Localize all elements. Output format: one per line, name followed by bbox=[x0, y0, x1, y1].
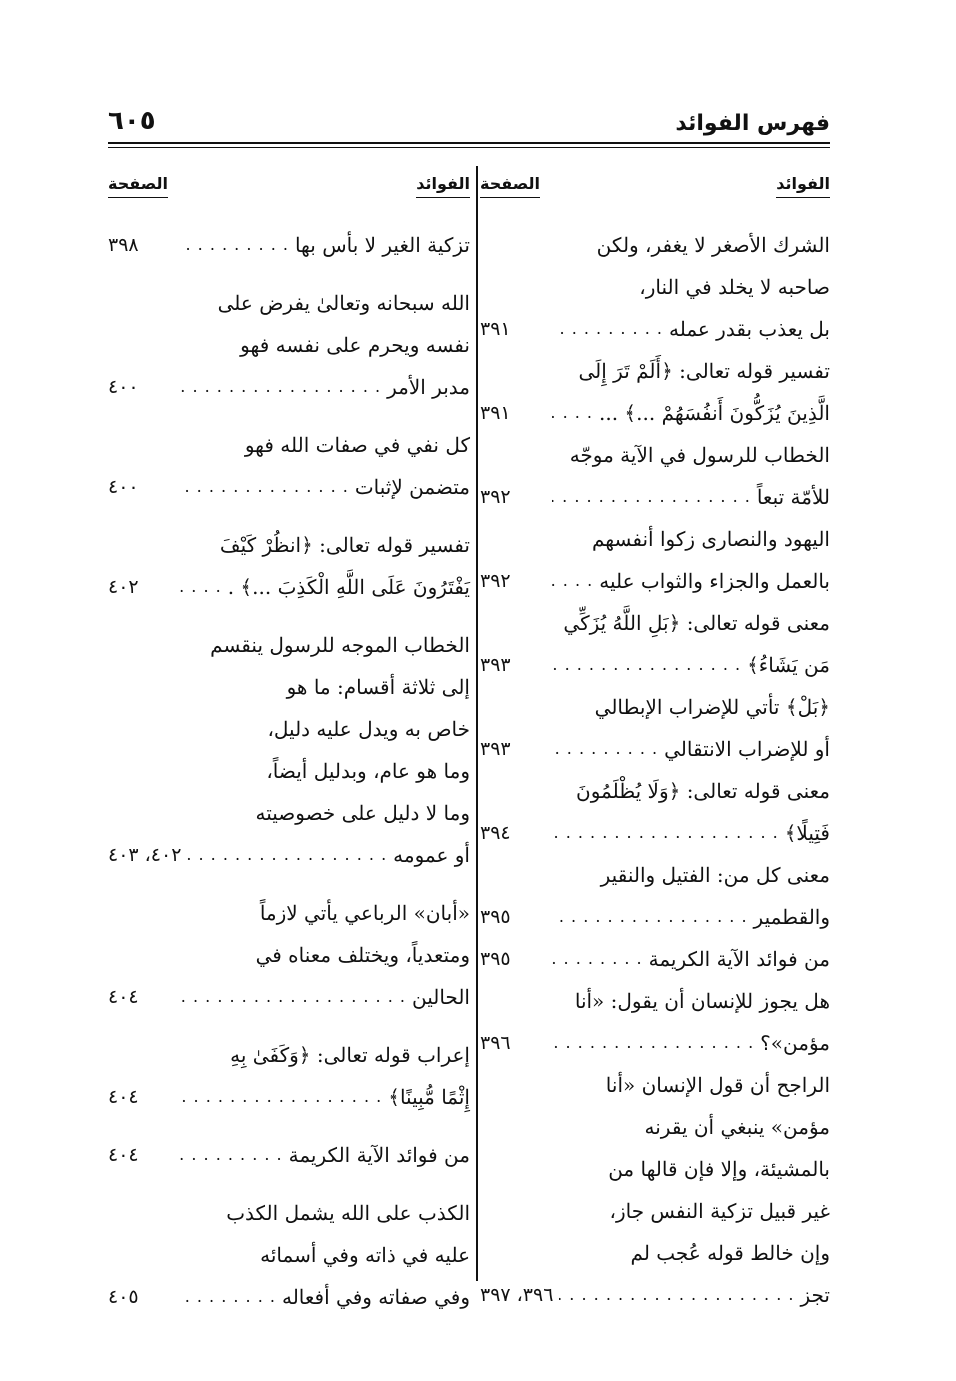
index-entry bbox=[108, 624, 470, 876]
right-entries bbox=[480, 224, 830, 1316]
leader-dots bbox=[180, 1134, 283, 1176]
index-entry bbox=[108, 1134, 470, 1176]
entry-text: من فوائد الآية الكريمة bbox=[648, 947, 830, 971]
entry-line bbox=[480, 1064, 830, 1106]
page-number: ٦٠٥ bbox=[108, 106, 156, 136]
entry-text: والقطمير bbox=[753, 905, 830, 929]
entry-line bbox=[108, 666, 470, 708]
index-entry bbox=[480, 938, 830, 980]
entry-line bbox=[108, 1076, 470, 1118]
entry-line bbox=[108, 834, 470, 876]
entry-text: «أبان» الرباعي يأتي لازماً bbox=[259, 901, 470, 925]
leader-dots bbox=[180, 366, 381, 408]
entry-page-number: ٣٩٣ bbox=[480, 654, 511, 676]
entry-text: تفسير قوله تعالى: ﴿أَلَمْ تَرَ إِلَى bbox=[578, 359, 830, 383]
entry-line bbox=[108, 750, 470, 792]
entry-line bbox=[480, 1106, 830, 1148]
entry-text: الخطاب للرسول في الآية موجّه bbox=[569, 443, 830, 467]
entry-line bbox=[108, 282, 470, 324]
entry-page-number: ٣٩٢ bbox=[480, 486, 511, 508]
heading-topic: الفوائد bbox=[776, 174, 830, 198]
entry-text: نفسه ويحرم على نفسه فهو bbox=[240, 333, 470, 357]
index-entry bbox=[480, 434, 830, 518]
index-entry bbox=[480, 854, 830, 938]
index-entry bbox=[108, 224, 470, 266]
entry-text: مؤمن» ينبغي أن يقرنه bbox=[644, 1115, 830, 1139]
header-rule bbox=[108, 142, 830, 144]
entry-line bbox=[480, 686, 830, 728]
leader-dots bbox=[552, 728, 658, 770]
entry-text: مؤمن»؟ bbox=[760, 1031, 830, 1055]
entry-text: فَتِيلًا﴾ bbox=[784, 821, 830, 845]
entry-text: معنى قوله تعالى: ﴿وَلَا يُظْلَمُونَ bbox=[576, 779, 830, 803]
entry-text: أو للإضراب الانتقالي bbox=[664, 737, 830, 761]
entry-page-number: ٣٩٣ bbox=[480, 738, 511, 760]
entry-line bbox=[108, 466, 470, 508]
leader-dots bbox=[180, 566, 222, 608]
entry-text: ومتعدياً، ويختلف معناه في bbox=[255, 943, 470, 967]
index-entry bbox=[108, 1192, 470, 1318]
leader-dots bbox=[180, 1076, 382, 1118]
entry-text: أو عمومه bbox=[393, 843, 470, 867]
entry-page-number: ٤٠٤ bbox=[108, 1086, 139, 1108]
entry-page-number: ٤٠٠ bbox=[108, 476, 139, 498]
entry-text: وما هو عام، وبدليل أيضاً، bbox=[266, 759, 470, 783]
entry-text: الحالين bbox=[411, 985, 470, 1009]
entry-text: تفسير قوله تعالى: ﴿انظُرْ كَيْفَ bbox=[219, 533, 470, 557]
entry-line bbox=[108, 1134, 470, 1176]
header-rule-thin bbox=[108, 147, 830, 148]
index-entry bbox=[108, 892, 470, 1018]
entry-line bbox=[108, 708, 470, 750]
entry-line bbox=[108, 792, 470, 834]
entry-text: ﴿بَلْ﴾ تأتي للإضراب الإبطالي bbox=[594, 695, 830, 719]
index-entry bbox=[480, 770, 830, 854]
entry-text: إِثْمًا مُّبِينًا﴾ bbox=[388, 1085, 470, 1109]
leader-dots bbox=[552, 938, 643, 980]
index-entry bbox=[480, 980, 830, 1064]
entry-text: عليه في ذاته وفي أسمائه bbox=[260, 1243, 470, 1267]
entry-text: بالمشيئة، وإلا فإن قالها من bbox=[608, 1157, 830, 1181]
entry-page-number: ٣٩٢ bbox=[480, 570, 511, 592]
heading-topic: الفوائد bbox=[416, 174, 470, 198]
entry-text: تزكية الغير لا بأس بها bbox=[294, 233, 470, 257]
running-title: فهرس الفوائد bbox=[675, 111, 830, 136]
entry-text: هل يجوز للإنسان أن يقول: «أنا bbox=[574, 989, 830, 1013]
leader-dots bbox=[552, 392, 593, 434]
entry-text: متضمن لإثبات bbox=[354, 475, 470, 499]
entry-line bbox=[108, 366, 470, 408]
index-entry bbox=[108, 282, 470, 408]
entry-line bbox=[108, 1192, 470, 1234]
left-entries bbox=[108, 224, 470, 1318]
entry-text: معنى قوله تعالى: ﴿بَلِ اللَّهُ يُزَكِّي bbox=[563, 611, 830, 635]
entry-line bbox=[480, 1190, 830, 1232]
left-column-header bbox=[108, 166, 470, 206]
index-entry bbox=[108, 524, 470, 608]
leader-dots bbox=[180, 976, 406, 1018]
entry-line bbox=[480, 728, 830, 770]
entry-line bbox=[108, 624, 470, 666]
leader-dots bbox=[552, 896, 748, 938]
entry-text: يَفْتَرُونَ عَلَى اللَّهِ الْكَذِبَ ...﴾ . bbox=[227, 575, 470, 599]
leader-dots bbox=[180, 466, 349, 508]
entry-text: مَن يَشَاءُ﴾ bbox=[747, 653, 830, 677]
entry-page-number: ٤٠٢ bbox=[108, 576, 139, 598]
leader-dots bbox=[559, 1274, 794, 1316]
index-entry bbox=[480, 1064, 830, 1316]
entry-page-number: ٤٠٠ bbox=[108, 376, 139, 398]
entry-line bbox=[480, 938, 830, 980]
left-column bbox=[108, 166, 470, 1318]
entry-text: من فوائد الآية الكريمة bbox=[288, 1143, 470, 1167]
index-entry bbox=[480, 224, 830, 350]
entry-line bbox=[480, 266, 830, 308]
entry-line bbox=[108, 524, 470, 566]
entry-line bbox=[108, 224, 470, 266]
leader-dots bbox=[180, 224, 289, 266]
entry-line bbox=[108, 324, 470, 366]
entry-line bbox=[108, 1276, 470, 1318]
index-entry bbox=[480, 350, 830, 434]
entry-line bbox=[480, 308, 830, 350]
entry-line bbox=[480, 896, 830, 938]
column-divider bbox=[476, 166, 478, 1281]
entry-line bbox=[480, 1148, 830, 1190]
entry-text: الله سبحانه وتعالىٰ يفرض على bbox=[217, 291, 470, 315]
entry-page-number: ٣٩٦ bbox=[480, 1032, 511, 1054]
entry-text: إعراب قوله تعالى: ﴿وَكَفَىٰ بِهِ bbox=[230, 1043, 470, 1067]
entry-text: معنى كل من: الفتيل والنقير bbox=[600, 863, 830, 887]
entry-page-number: ٤٠٤ bbox=[108, 1144, 139, 1166]
entry-text: الكذب على الله يشمل الكذب bbox=[226, 1201, 470, 1225]
entry-line bbox=[480, 812, 830, 854]
entry-line bbox=[108, 1034, 470, 1076]
entry-line bbox=[480, 602, 830, 644]
entry-text: الشرك الأصغر لا يغفر، ولكن bbox=[596, 233, 830, 257]
leader-dots bbox=[552, 1022, 754, 1064]
index-entry bbox=[108, 1034, 470, 1118]
index-entry bbox=[480, 518, 830, 602]
entry-page-number: ٣٩٥ bbox=[480, 906, 511, 928]
entry-page-number: ٣٩٦، ٣٩٧ bbox=[480, 1284, 554, 1306]
entry-line bbox=[108, 1234, 470, 1276]
right-column-header bbox=[480, 166, 830, 206]
leader-dots bbox=[180, 1276, 276, 1318]
entry-line bbox=[480, 1232, 830, 1274]
entry-line bbox=[480, 434, 830, 476]
entry-line bbox=[480, 980, 830, 1022]
entry-line bbox=[480, 854, 830, 896]
entry-line bbox=[480, 1274, 830, 1316]
entry-page-number: ٣٩١ bbox=[480, 402, 511, 424]
entry-text: وإن خالط قوله عُجب لم bbox=[630, 1241, 830, 1265]
entry-text: للأمّة تبعاً bbox=[756, 485, 830, 509]
entry-line bbox=[480, 518, 830, 560]
leader-dots bbox=[552, 644, 741, 686]
entry-text: صاحبه لا يخلد في النار، bbox=[639, 275, 830, 299]
entry-text: بالعمل والجزاء والثواب عليه bbox=[599, 569, 830, 593]
entry-text: إلى ثلاثة أقسام: ما هو bbox=[286, 675, 470, 699]
entry-line bbox=[480, 560, 830, 602]
entry-page-number: ٤٠٢، ٤٠٣ bbox=[108, 844, 182, 866]
index-entry bbox=[480, 686, 830, 770]
entry-page-number: ٣٩٤ bbox=[480, 822, 511, 844]
entry-text: وفي صفاته وفي أفعاله bbox=[281, 1285, 470, 1309]
entry-text: بل يعذب بقدر عمله bbox=[668, 317, 830, 341]
entry-line bbox=[480, 770, 830, 812]
right-column bbox=[480, 166, 830, 1316]
entry-line bbox=[108, 566, 470, 608]
entry-text: تجز bbox=[800, 1283, 830, 1307]
entry-text: كل نفي في صفات الله فهو bbox=[244, 433, 470, 457]
entry-page-number: ٣٩٨ bbox=[108, 234, 139, 256]
heading-page: الصفحة bbox=[108, 174, 168, 198]
entry-text: مدبر الأمر bbox=[387, 375, 470, 399]
page-header bbox=[108, 96, 830, 136]
leader-dots bbox=[552, 560, 593, 602]
entry-text: اليهود والنصارى زكوا أنفسهم bbox=[592, 527, 830, 551]
leader-dots bbox=[552, 308, 663, 350]
leader-dots bbox=[552, 812, 779, 854]
heading-page: الصفحة bbox=[480, 174, 540, 198]
entry-page-number: ٤٠٤ bbox=[108, 986, 139, 1008]
entry-text: خاص به ويدل عليه دليل، bbox=[267, 717, 470, 741]
entry-line bbox=[480, 476, 830, 518]
entry-line bbox=[108, 424, 470, 466]
index-entry bbox=[108, 424, 470, 508]
entry-line bbox=[108, 892, 470, 934]
entry-line bbox=[480, 224, 830, 266]
entry-text: غير قبيل تزكية النفس جاز، bbox=[609, 1199, 830, 1223]
entry-page-number: ٣٩١ bbox=[480, 318, 511, 340]
entry-text: الَّذِينَ يُزَكُّونَ أَنفُسَهُمْ ...﴾ ... bbox=[599, 401, 830, 425]
entry-line bbox=[480, 644, 830, 686]
entry-line bbox=[480, 350, 830, 392]
entry-page-number: ٤٠٥ bbox=[108, 1286, 139, 1308]
leader-dots bbox=[552, 476, 751, 518]
entry-line bbox=[108, 934, 470, 976]
entry-line bbox=[480, 392, 830, 434]
entry-page-number: ٣٩٥ bbox=[480, 948, 511, 970]
leader-dots bbox=[187, 834, 387, 876]
index-entry bbox=[480, 602, 830, 686]
entry-line bbox=[480, 1022, 830, 1064]
entry-text: الراجح أن قول الإنسان «أنا bbox=[605, 1073, 830, 1097]
entry-text: وما لا دليل على خصوصيته bbox=[255, 801, 470, 825]
entry-text: الخطاب الموجه للرسول ينقسم bbox=[210, 633, 470, 657]
entry-line bbox=[108, 976, 470, 1018]
